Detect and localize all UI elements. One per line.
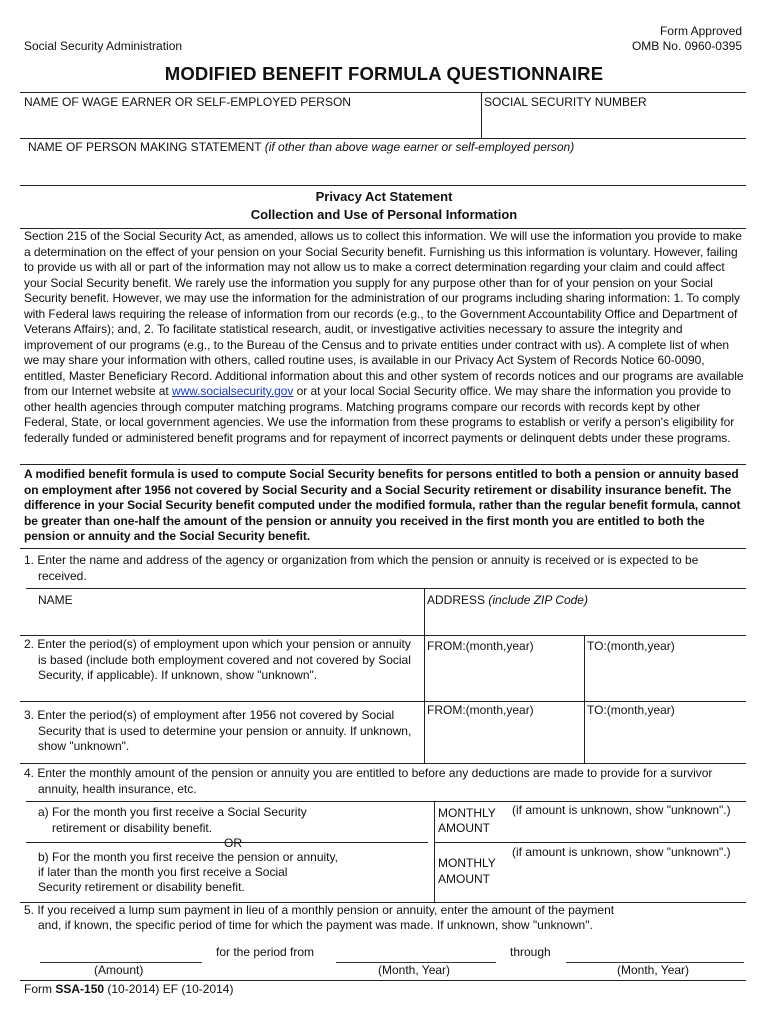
divider [20,138,746,139]
q4b-amount-field[interactable] [512,862,744,898]
privacy-text-1: Section 215 of the Social Security Act, as amended, allows us to collect this information. We will use the information you provide to make a determination on the effect of your pension on your Social Security benefit. Furnishing us this information is voluntary. However, failing to provide us with all or part of the information may not allow us to make a correct determination regarding your claim and could affect your Social Security benefit. We rarely use the information you supply for any purpose other than for of your pension on your Social Security benefit. However, we may use the information for the administration of our programs including sharing information: 1. To comply with Federal laws requiring the release of information from our records (e.g., to the Government Accountability Office and Department of Veterans Affairs); and, 2. To facilitate statistical research, audit, or investigative activities necessary to assure the integrity and improvement of our programs (e.g., to the Bureau of the Census and to private entities under contract with us). A complete list of when we may share your information with others, called routine uses, is available in our Privacy Act System of Records Notice 60-0090, entitled, Master Beneficiary Record. Additional information about this and other system of records notices and our programs are available from our Internet website at [24,229,744,398]
page-title: MODIFIED BENEFIT FORMULA QUESTIONNAIRE [164,63,604,84]
form-version: (10-2014) EF (10-2014) [107,982,234,996]
divider [584,635,585,763]
question-3 [24,708,418,755]
q4a-line1: a) For the month you first receive a Social Security [38,805,307,819]
divider [20,701,746,702]
divider [481,92,482,138]
divider [20,548,746,549]
q4a-monthly-label: MONTHLY [438,806,496,820]
question-1-text: 1. Enter the name and address of the agency or organization from which the pension or annuity is received or is expected to be received. [24,553,699,583]
lump-sum-amount-field[interactable] [40,944,202,962]
q2-from-field[interactable] [428,655,580,699]
privacy-statement [24,229,746,446]
q4a-line2: retirement or disability benefit. [52,821,213,835]
divider [20,464,746,465]
divider [20,185,746,186]
q4a-amount-field[interactable] [512,819,744,839]
divider [26,801,746,802]
through-label: through [510,945,551,959]
agency-address-label [427,593,588,608]
month-year-caption-1: (Month, Year) [378,963,451,977]
statement-maker-note: (if other than above wage earner or self-employed person) [264,140,575,154]
address-label-text: ADDRESS [427,593,486,607]
privacy-text-2: or at your local Social Security office. We may share the information you provide to other health agencies through computer matching programs. Matching programs compare our records with records kept by other Federal, State, or local government agencies. We use the information from these programs to establish or verify a person's eligibility for federally funded or administered benefit programs and for repayment of incorrect payments or delinquent debts under these programs. [24,384,735,445]
question-2-text: 2. Enter the period(s) of employment upon which your pension or annuity is based (include both employment covered and not covered by Social Security, if applicable). If unknown, show "unknown". [24,637,411,682]
omb-number: OMB No. 0960-0395 [631,39,742,53]
agency-address-field[interactable] [428,608,744,634]
modified-formula-intro: A modified benefit formula is used to compute Social Security benefits for persons entitled to both a pension or annuity based on employment after 1956 not covered by Social Security and a Social Security retirement or disability insurance benefit. The difference in your Social Security benefit computed under the modified formula, rather than the regular benefit formula, cannot be greater than one-half the amount of the pension or annuity you received in the first month you are entitled to both the pension or annuity and the Social Security benefit. [24,467,741,543]
q4b-line3: Security retirement or disability benefit. [38,880,245,894]
q2-to-label: TO:(month,year) [587,639,675,653]
question-4-text: 4. Enter the monthly amount of the pension or annuity you are entitled to before any deductions are made to provide for a survivor annuity, health insurance, etc. [24,766,713,796]
q2-to-field[interactable] [588,655,744,699]
q3-to-field[interactable] [588,719,744,759]
ssa-website-link[interactable]: www.socialsecurity.gov [171,384,294,398]
question-3-text: 3. Enter the period(s) of employment after 1956 not covered by Social Security that is used to determine your pension or annuity. If unknown, show "unknown". [24,708,412,753]
statement-maker-label-text: NAME OF PERSON MAKING STATEMENT [28,140,262,154]
agency-name: Social Security Administration [24,39,183,53]
question-5-line1: 5. If you received a lump sum payment in lieu of a monthly pension or annuity, enter the amount of the payment [24,903,615,917]
wage-earner-label: NAME OF WAGE EARNER OR SELF-EMPLOYED PERSON [24,95,351,109]
q4b-line2: if later than the month you first receive a Social [38,865,288,879]
question-5-line2: and, if known, the specific period of time for which the payment was made. If unknown, show "unknown". [38,918,593,932]
address-note: (include ZIP Code) [488,593,588,607]
agency-name-field[interactable] [28,608,420,634]
q4b-amount-label: AMOUNT [438,872,490,886]
q4a-amount-label: AMOUNT [438,821,490,835]
privacy-subheading: Collection and Use of Personal Information [250,207,518,222]
q3-from-label: FROM:(month,year) [427,703,534,717]
ssn-label: SOCIAL SECURITY NUMBER [484,95,647,109]
question-4 [24,766,742,797]
agency-name-label: NAME [38,593,73,607]
form-prefix: Form [24,982,52,996]
divider [424,588,425,763]
period-through-field[interactable] [566,944,744,962]
q4b-monthly-label: MONTHLY [438,856,496,870]
divider [26,588,746,589]
statement-maker-field[interactable] [22,156,744,184]
q4a-unknown-note: (if amount is unknown, show "unknown".) [512,803,731,817]
q4b-line1: b) For the month you first receive the pension or annuity, [38,850,338,864]
question-1 [24,553,742,584]
q3-to-label: TO:(month,year) [587,703,675,717]
form-approved-label: Form Approved [659,24,742,38]
divider [20,635,746,636]
divider [26,842,428,843]
divider [20,92,746,93]
amount-caption: (Amount) [94,963,144,977]
statement-maker-label [28,140,574,155]
wage-earner-field[interactable] [22,108,478,136]
privacy-heading: Privacy Act Statement [315,189,453,204]
form-id: SSA-150 [55,982,105,996]
form-id-footer [24,982,233,997]
q4b-unknown-note: (if amount is unknown, show "unknown".) [512,845,731,859]
or-separator: OR [224,836,242,850]
q3-from-field[interactable] [428,719,580,759]
divider [20,763,746,764]
divider [20,980,746,981]
divider [434,801,435,902]
month-year-caption-2: (Month, Year) [617,963,690,977]
for-period-label: for the period from [216,945,315,959]
question-2 [24,637,414,684]
period-from-field[interactable] [336,944,496,962]
ssn-field[interactable] [484,108,744,136]
q2-from-label: FROM:(month,year) [427,639,534,653]
divider [434,842,746,843]
